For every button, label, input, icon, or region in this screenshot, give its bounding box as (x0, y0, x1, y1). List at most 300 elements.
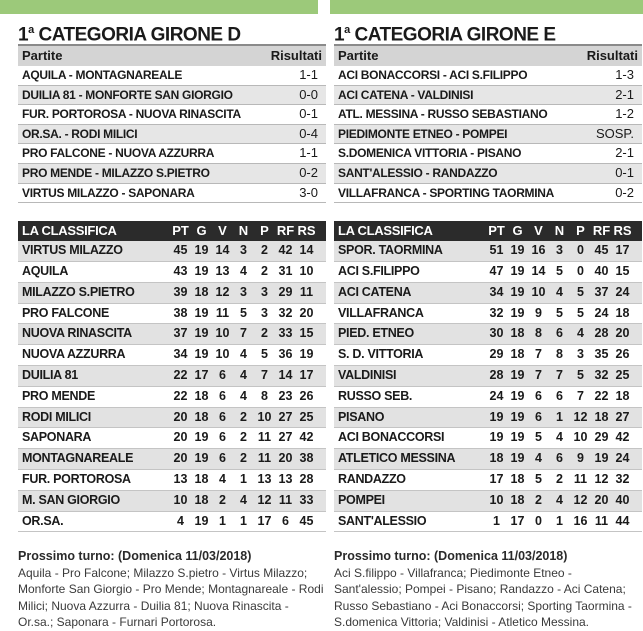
results-header (334, 44, 642, 66)
standings-cell-points: 22 (173, 367, 188, 382)
standings-cell-goals-for: 19 (594, 451, 609, 466)
standings-cell-won: 9 (535, 305, 542, 320)
standings-cell-goals-against: 15 (299, 326, 314, 341)
standings-cell-drawn: 4 (240, 367, 247, 382)
standings-cell-goals-for: 12 (594, 471, 609, 486)
standings-cell-won: 7 (535, 367, 542, 382)
standings-cell-points: 4 (177, 513, 184, 528)
standings-header-goals-for: RF (276, 223, 295, 239)
standings-row (18, 387, 326, 408)
match-name: ATL. MESSINA - RUSSO SEBASTIANO (338, 107, 548, 122)
standings-cell-team: PRO MENDE (22, 388, 96, 403)
standings-cell-won: 14 (531, 263, 546, 278)
standings-header-lost: P (576, 223, 585, 239)
standings-cell-drawn: 1 (240, 471, 247, 486)
standings-cell-lost: 5 (577, 284, 584, 299)
standings-cell-points: 30 (489, 326, 504, 341)
standings-cell-played: 19 (510, 388, 525, 403)
standings-header-goals-against: RS (297, 223, 316, 239)
standings-cell-played: 18 (194, 284, 209, 299)
standings-cell-drawn: 4 (240, 347, 247, 362)
standings-row (334, 408, 642, 429)
standings-cell-goals-against: 10 (299, 263, 314, 278)
standings-cell-points: 28 (489, 367, 504, 382)
standings-cell-drawn: 4 (556, 284, 563, 299)
standings-cell-points: 38 (173, 305, 188, 320)
standings-cell-goals-against: 15 (615, 263, 630, 278)
result-row (334, 66, 642, 86)
standings-row (18, 241, 326, 262)
match-name: ACI CATENA - VALDINISI (338, 87, 474, 102)
standings-cell-lost: 10 (257, 409, 272, 424)
match-name: OR.SA. - RODI MILICI (22, 126, 138, 141)
standings-cell-won: 0 (535, 513, 542, 528)
standings-cell-team: PRO FALCONE (22, 305, 109, 320)
standings-cell-team: ACI CATENA (338, 284, 412, 299)
match-name: FUR. PORTOROSA - NUOVA RINASCITA (22, 107, 241, 122)
standings-cell-points: 10 (489, 492, 504, 507)
standings-cell-goals-for: 32 (278, 305, 293, 320)
results-rows (18, 66, 326, 203)
result-row (334, 184, 642, 204)
standings-cell-points: 19 (489, 430, 504, 445)
standings-cell-team: SPOR. TAORMINA (338, 243, 443, 258)
standings-cell-team: FUR. PORTOROSA (22, 471, 131, 486)
result-row (18, 86, 326, 106)
standings-cell-won: 8 (535, 326, 542, 341)
result-row (18, 105, 326, 125)
standings-cell-goals-for: 37 (594, 284, 609, 299)
standings-cell-team: ACI BONACCORSI (338, 430, 445, 445)
standings-cell-points: 34 (173, 347, 188, 362)
next-round-fixtures: Aci S.filippo - Villafranca; Piedimonte Etneo - Sant'alessio; Pompei - Pisano; Randazzo - Aci Catena; Russo Sebastiano - Aci Bonaccorsi; Sporting Taormina - S.domenica Vittoria; Valdinisi - Atletico Messina. (334, 565, 632, 630)
match-name: VILLAFRANCA - SPORTING TAORMINA (338, 185, 555, 200)
standings-cell-points: 20 (173, 409, 188, 424)
standings-cell-goals-against: 24 (615, 451, 630, 466)
standings-cell-team: NUOVA AZZURRA (22, 347, 126, 362)
standings-cell-drawn: 7 (556, 367, 563, 382)
standings-row (334, 304, 642, 325)
standings-cell-played: 19 (510, 409, 525, 424)
standings-cell-goals-against: 45 (299, 513, 314, 528)
standings-cell-points: 34 (489, 284, 504, 299)
page-title: 1$^a$ CATEGORIA GIRONE E (334, 24, 556, 46)
standings-cell-played: 19 (194, 243, 209, 258)
match-name: VIRTUS MILAZZO - SAPONARA (22, 185, 195, 200)
girone-d-column (18, 16, 326, 631)
standings-cell-drawn: 2 (556, 471, 563, 486)
standings-header (18, 221, 326, 241)
standings-row (18, 304, 326, 325)
standings-cell-goals-for: 29 (594, 430, 609, 445)
standings-cell-played: 19 (194, 451, 209, 466)
standings-cell-drawn: 6 (556, 451, 563, 466)
standings-cell-lost: 17 (257, 513, 272, 528)
standings-cell-lost: 5 (577, 305, 584, 320)
match-result: 2-1 (615, 145, 634, 161)
standings-cell-goals-for: 24 (594, 305, 609, 320)
match-name: SANT'ALESSIO - RANDAZZO (338, 165, 498, 180)
standings-cell-won: 12 (215, 284, 230, 299)
results-rows (334, 66, 642, 203)
standings-cell-played: 19 (510, 367, 525, 382)
standings-cell-drawn: 1 (556, 513, 563, 528)
standings-cell-played: 18 (510, 492, 525, 507)
standings-cell-played: 19 (194, 430, 209, 445)
standings-cell-lost: 13 (257, 471, 272, 486)
standings-cell-played: 19 (194, 326, 209, 341)
standings-row (18, 470, 326, 491)
results-table (334, 44, 642, 203)
standings-cell-goals-against: 26 (299, 388, 314, 403)
standings-cell-team: AQUILA (22, 263, 69, 278)
standings-cell-points: 18 (489, 451, 504, 466)
standings-cell-goals-against: 33 (299, 492, 314, 507)
standings-cell-team: RODI MILICI (22, 409, 91, 424)
standings-rows (334, 241, 642, 532)
standings-cell-drawn: 4 (240, 388, 247, 403)
results-column-header: Risultati (270, 48, 322, 63)
standings-cell-won: 6 (219, 409, 226, 424)
standings-cell-goals-for: 33 (278, 326, 293, 341)
standings-cell-lost: 2 (261, 263, 268, 278)
standings-cell-lost: 10 (573, 430, 588, 445)
match-result: 0-1 (615, 164, 634, 180)
standings-cell-won: 11 (215, 305, 230, 320)
standings-cell-played: 19 (510, 284, 525, 299)
standings-cell-played: 19 (510, 305, 525, 320)
standings-cell-team: NUOVA RINASCITA (22, 326, 132, 341)
standings-cell-lost: 3 (261, 305, 268, 320)
matches-column-header: Partite (338, 48, 379, 63)
match-result: 2-1 (615, 86, 634, 102)
standings-row (334, 262, 642, 283)
standings-cell-lost: 12 (573, 409, 588, 424)
standings-cell-lost: 16 (573, 513, 588, 528)
standings-header-drawn: N (554, 223, 565, 239)
standings-cell-goals-against: 32 (615, 471, 630, 486)
standings-cell-points: 51 (489, 243, 504, 258)
standings-row (18, 324, 326, 345)
standings-cell-played: 19 (194, 513, 209, 528)
standings-cell-won: 1 (219, 513, 226, 528)
next-round (334, 548, 642, 631)
standings-row (334, 428, 642, 449)
standings-cell-played: 19 (194, 305, 209, 320)
standings-cell-won: 6 (219, 388, 226, 403)
standings-cell-lost: 11 (257, 430, 272, 445)
standings-cell-goals-for: 18 (594, 409, 609, 424)
match-result: 0-2 (299, 164, 318, 180)
standings-cell-goals-for: 20 (278, 451, 293, 466)
standings-cell-team: PISANO (338, 409, 385, 424)
standings-row (18, 366, 326, 387)
standings-row (334, 512, 642, 533)
standings-cell-points: 22 (173, 388, 188, 403)
standings-cell-drawn: 7 (240, 326, 247, 341)
standings-cell-goals-against: 18 (615, 305, 630, 320)
standings-cell-drawn: 6 (556, 326, 563, 341)
standings-cell-team: ACI S.FILIPPO (338, 263, 420, 278)
result-row (334, 144, 642, 164)
standings-cell-won: 6 (535, 388, 542, 403)
standings-row (18, 449, 326, 470)
standings-cell-drawn: 6 (556, 388, 563, 403)
matches-column-header: Partite (22, 48, 63, 63)
standings-cell-lost: 11 (573, 471, 588, 486)
standings-cell-played: 19 (510, 263, 525, 278)
standings-cell-lost: 4 (577, 326, 584, 341)
standings-cell-goals-against: 18 (615, 388, 630, 403)
standings-cell-won: 4 (535, 451, 542, 466)
standings-cell-drawn: 4 (556, 430, 563, 445)
standings-cell-points: 47 (489, 263, 504, 278)
standings-cell-goals-against: 25 (299, 409, 314, 424)
standings-cell-team: PIED. ETNEO (338, 326, 414, 341)
standings-cell-team: POMPEI (338, 492, 385, 507)
standings-cell-played: 18 (510, 347, 525, 362)
result-row (18, 125, 326, 145)
standings-row (18, 408, 326, 429)
standings-cell-lost: 9 (577, 451, 584, 466)
standings-cell-drawn: 5 (240, 305, 247, 320)
standings-cell-played: 19 (194, 263, 209, 278)
standings-cell-lost: 3 (261, 284, 268, 299)
standings-header-points: PT (172, 223, 189, 239)
standings-row (18, 262, 326, 283)
standings-cell-goals-for: 13 (278, 471, 293, 486)
standings-cell-team: VALDINISI (338, 367, 397, 382)
standings-cell-team: SANT'ALESSIO (338, 513, 427, 528)
standings-cell-won: 10 (215, 326, 230, 341)
result-row (334, 125, 642, 145)
standings-cell-goals-against: 24 (615, 284, 630, 299)
standings-cell-points: 10 (173, 492, 188, 507)
standings-cell-drawn: 2 (240, 451, 247, 466)
standings-header-won: V (218, 223, 227, 239)
standings-header-drawn: N (238, 223, 249, 239)
standings-cell-drawn: 3 (240, 243, 247, 258)
standings-cell-drawn: 3 (556, 243, 563, 258)
standings-cell-won: 5 (535, 430, 542, 445)
standings-cell-points: 1 (493, 513, 500, 528)
standings-cell-played: 18 (194, 471, 209, 486)
next-round-fixtures: Aquila - Pro Falcone; Milazzo S.pietro - Virtus Milazzo; Monforte San Giorgio - Pro Mende; Montagnareale - Rodi Milici; Nuova Azzurra - Duilia 81; Nuova Rinascita - Or.sa.; Saponara - Furnari Portorosa. (18, 565, 324, 630)
standings-cell-drawn: 4 (240, 492, 247, 507)
standings-header-won: V (534, 223, 543, 239)
result-row (18, 66, 326, 86)
page-title: 1$^a$ CATEGORIA GIRONE D (18, 24, 241, 46)
standings-cell-drawn: 2 (240, 430, 247, 445)
standings-row (334, 449, 642, 470)
standings-table (18, 221, 326, 532)
match-result: 1-2 (615, 106, 634, 122)
standings-cell-goals-for: 45 (594, 243, 609, 258)
next-round (18, 548, 326, 631)
standings-cell-played: 18 (510, 326, 525, 341)
standings-cell-played: 17 (510, 513, 525, 528)
standings-cell-team: DUILIA 81 (22, 367, 78, 382)
standings-cell-points: 45 (173, 243, 188, 258)
standings-cell-team: RUSSO SEB. (338, 388, 413, 403)
standings-cell-team: MILAZZO S.PIETRO (22, 284, 135, 299)
standings-cell-goals-against: 17 (299, 367, 314, 382)
standings-cell-points: 13 (173, 471, 188, 486)
standings-header-played: G (512, 223, 523, 239)
standings-cell-goals-for: 23 (278, 388, 293, 403)
standings-cell-goals-for: 11 (594, 513, 609, 528)
standings-cell-drawn: 1 (556, 409, 563, 424)
standings-cell-goals-against: 40 (615, 492, 630, 507)
standings-cell-lost: 8 (261, 388, 268, 403)
standings-cell-won: 10 (215, 347, 230, 362)
standings-cell-goals-for: 36 (278, 347, 293, 362)
standings-cell-goals-against: 44 (615, 513, 630, 528)
result-row (18, 164, 326, 184)
result-row (334, 105, 642, 125)
standings-cell-drawn: 5 (556, 263, 563, 278)
standings-header-lost: P (260, 223, 269, 239)
standings-cell-points: 39 (173, 284, 188, 299)
standings-cell-team: VILLAFRANCA (338, 305, 424, 320)
top-color-band-right (330, 0, 643, 14)
standings-cell-goals-against: 42 (299, 430, 314, 445)
standings-cell-won: 10 (531, 284, 546, 299)
standings-cell-lost: 5 (577, 367, 584, 382)
standings-header-team: LA CLASSIFICA (22, 223, 117, 239)
standings-row (18, 512, 326, 533)
next-round-heading: Prossimo turno: (Domenica 11/03/2018) (334, 549, 568, 564)
standings-cell-drawn: 2 (240, 409, 247, 424)
standings-cell-played: 19 (194, 347, 209, 362)
standings-cell-played: 18 (194, 492, 209, 507)
standings-cell-lost: 12 (257, 492, 272, 507)
match-result: 1-1 (299, 67, 318, 82)
standings-cell-played: 19 (510, 451, 525, 466)
standings-cell-played: 19 (510, 243, 525, 258)
standings-cell-lost: 2 (261, 243, 268, 258)
standings-cell-drawn: 8 (556, 347, 563, 362)
result-row (334, 86, 642, 106)
standings-row (334, 491, 642, 512)
standings-cell-points: 37 (173, 326, 188, 341)
standings-cell-points: 29 (489, 347, 504, 362)
match-name: PIEDIMONTE ETNEO - POMPEI (338, 126, 508, 141)
standings-cell-goals-against: 20 (615, 326, 630, 341)
standings-header-goals-for: RF (592, 223, 611, 239)
standings-header-goals-against: RS (613, 223, 632, 239)
match-name: S.DOMENICA VITTORIA - PISANO (338, 146, 522, 161)
standings-cell-won: 6 (219, 430, 226, 445)
standings-rows (18, 241, 326, 532)
standings-cell-goals-against: 17 (615, 243, 630, 258)
standings-cell-goals-against: 26 (615, 347, 630, 362)
standings-cell-lost: 0 (577, 243, 584, 258)
standings-cell-goals-for: 11 (278, 492, 293, 507)
standings-cell-won: 16 (531, 243, 546, 258)
standings-cell-goals-against: 25 (615, 367, 630, 382)
standings-cell-goals-for: 22 (594, 388, 609, 403)
standings-header-points: PT (488, 223, 505, 239)
standings-cell-played: 17 (194, 367, 209, 382)
match-name: PRO MENDE - MILAZZO S.PIETRO (22, 165, 210, 180)
standings-cell-goals-for: 29 (278, 284, 293, 299)
standings-cell-won: 6 (219, 367, 226, 382)
standings-cell-lost: 11 (257, 451, 272, 466)
standings-cell-played: 18 (194, 388, 209, 403)
standings-cell-team: S. D. VITTORIA (338, 347, 424, 362)
standings-row (334, 470, 642, 491)
match-result: 0-1 (299, 106, 318, 122)
match-result: SOSP. (595, 125, 634, 141)
match-result: 1-3 (615, 67, 634, 82)
standings-cell-team: SAPONARA (22, 430, 92, 445)
standings-cell-drawn: 3 (240, 284, 247, 299)
standings-cell-lost: 7 (261, 367, 268, 382)
results-column-header: Risultati (586, 48, 638, 63)
match-name: AQUILA - MONTAGNAREALE (22, 68, 183, 82)
standings-cell-points: 20 (173, 451, 188, 466)
standings-cell-played: 18 (510, 471, 525, 486)
standings-cell-won: 6 (535, 409, 542, 424)
standings-cell-goals-for: 14 (278, 367, 293, 382)
standings-cell-goals-for: 27 (278, 430, 293, 445)
standings-cell-drawn: 4 (240, 263, 247, 278)
standings-cell-team: RANDAZZO (338, 471, 406, 486)
standings-row (334, 283, 642, 304)
standings-cell-team: OR.SA. (22, 513, 64, 528)
standings-cell-lost: 0 (577, 263, 584, 278)
standings-cell-lost: 2 (261, 326, 268, 341)
standings-cell-points: 24 (489, 388, 504, 403)
standings-cell-won: 4 (219, 471, 226, 486)
match-result: 0-2 (615, 184, 634, 200)
standings-cell-team: ATLETICO MESSINA (338, 451, 456, 466)
standings-cell-points: 32 (489, 305, 504, 320)
match-result: 1-1 (299, 145, 318, 161)
standings-cell-points: 43 (173, 263, 188, 278)
match-result: 3-0 (299, 184, 318, 200)
standings-cell-team: MONTAGNAREALE (22, 451, 134, 466)
standings-cell-won: 2 (219, 492, 226, 507)
standings-cell-goals-for: 20 (594, 492, 609, 507)
standings-cell-lost: 3 (577, 347, 584, 362)
standings-cell-goals-for: 31 (278, 263, 293, 278)
next-round-heading: Prossimo turno: (Domenica 11/03/2018) (18, 549, 252, 564)
standings-cell-won: 6 (219, 451, 226, 466)
standings-cell-team: M. SAN GIORGIO (22, 492, 120, 507)
standings-cell-team: VIRTUS MILAZZO (22, 243, 123, 258)
standings-row (334, 241, 642, 262)
standings-cell-goals-for: 32 (594, 367, 609, 382)
standings-cell-points: 20 (173, 430, 188, 445)
standings-row (334, 345, 642, 366)
standings-cell-goals-against: 20 (299, 305, 314, 320)
standings-cell-points: 17 (489, 471, 504, 486)
standings-header-played: G (196, 223, 207, 239)
standings-cell-points: 19 (489, 409, 504, 424)
result-row (334, 164, 642, 184)
standings-row (334, 366, 642, 387)
standings-cell-goals-for: 27 (278, 409, 293, 424)
standings-table (334, 221, 642, 532)
match-result: 0-0 (299, 86, 318, 102)
standings-header (334, 221, 642, 241)
match-name: ACI BONACCORSI - ACI S.FILIPPO (338, 68, 528, 82)
result-row (18, 144, 326, 164)
match-name: PRO FALCONE - NUOVA AZZURRA (22, 146, 215, 161)
standings-row (334, 387, 642, 408)
